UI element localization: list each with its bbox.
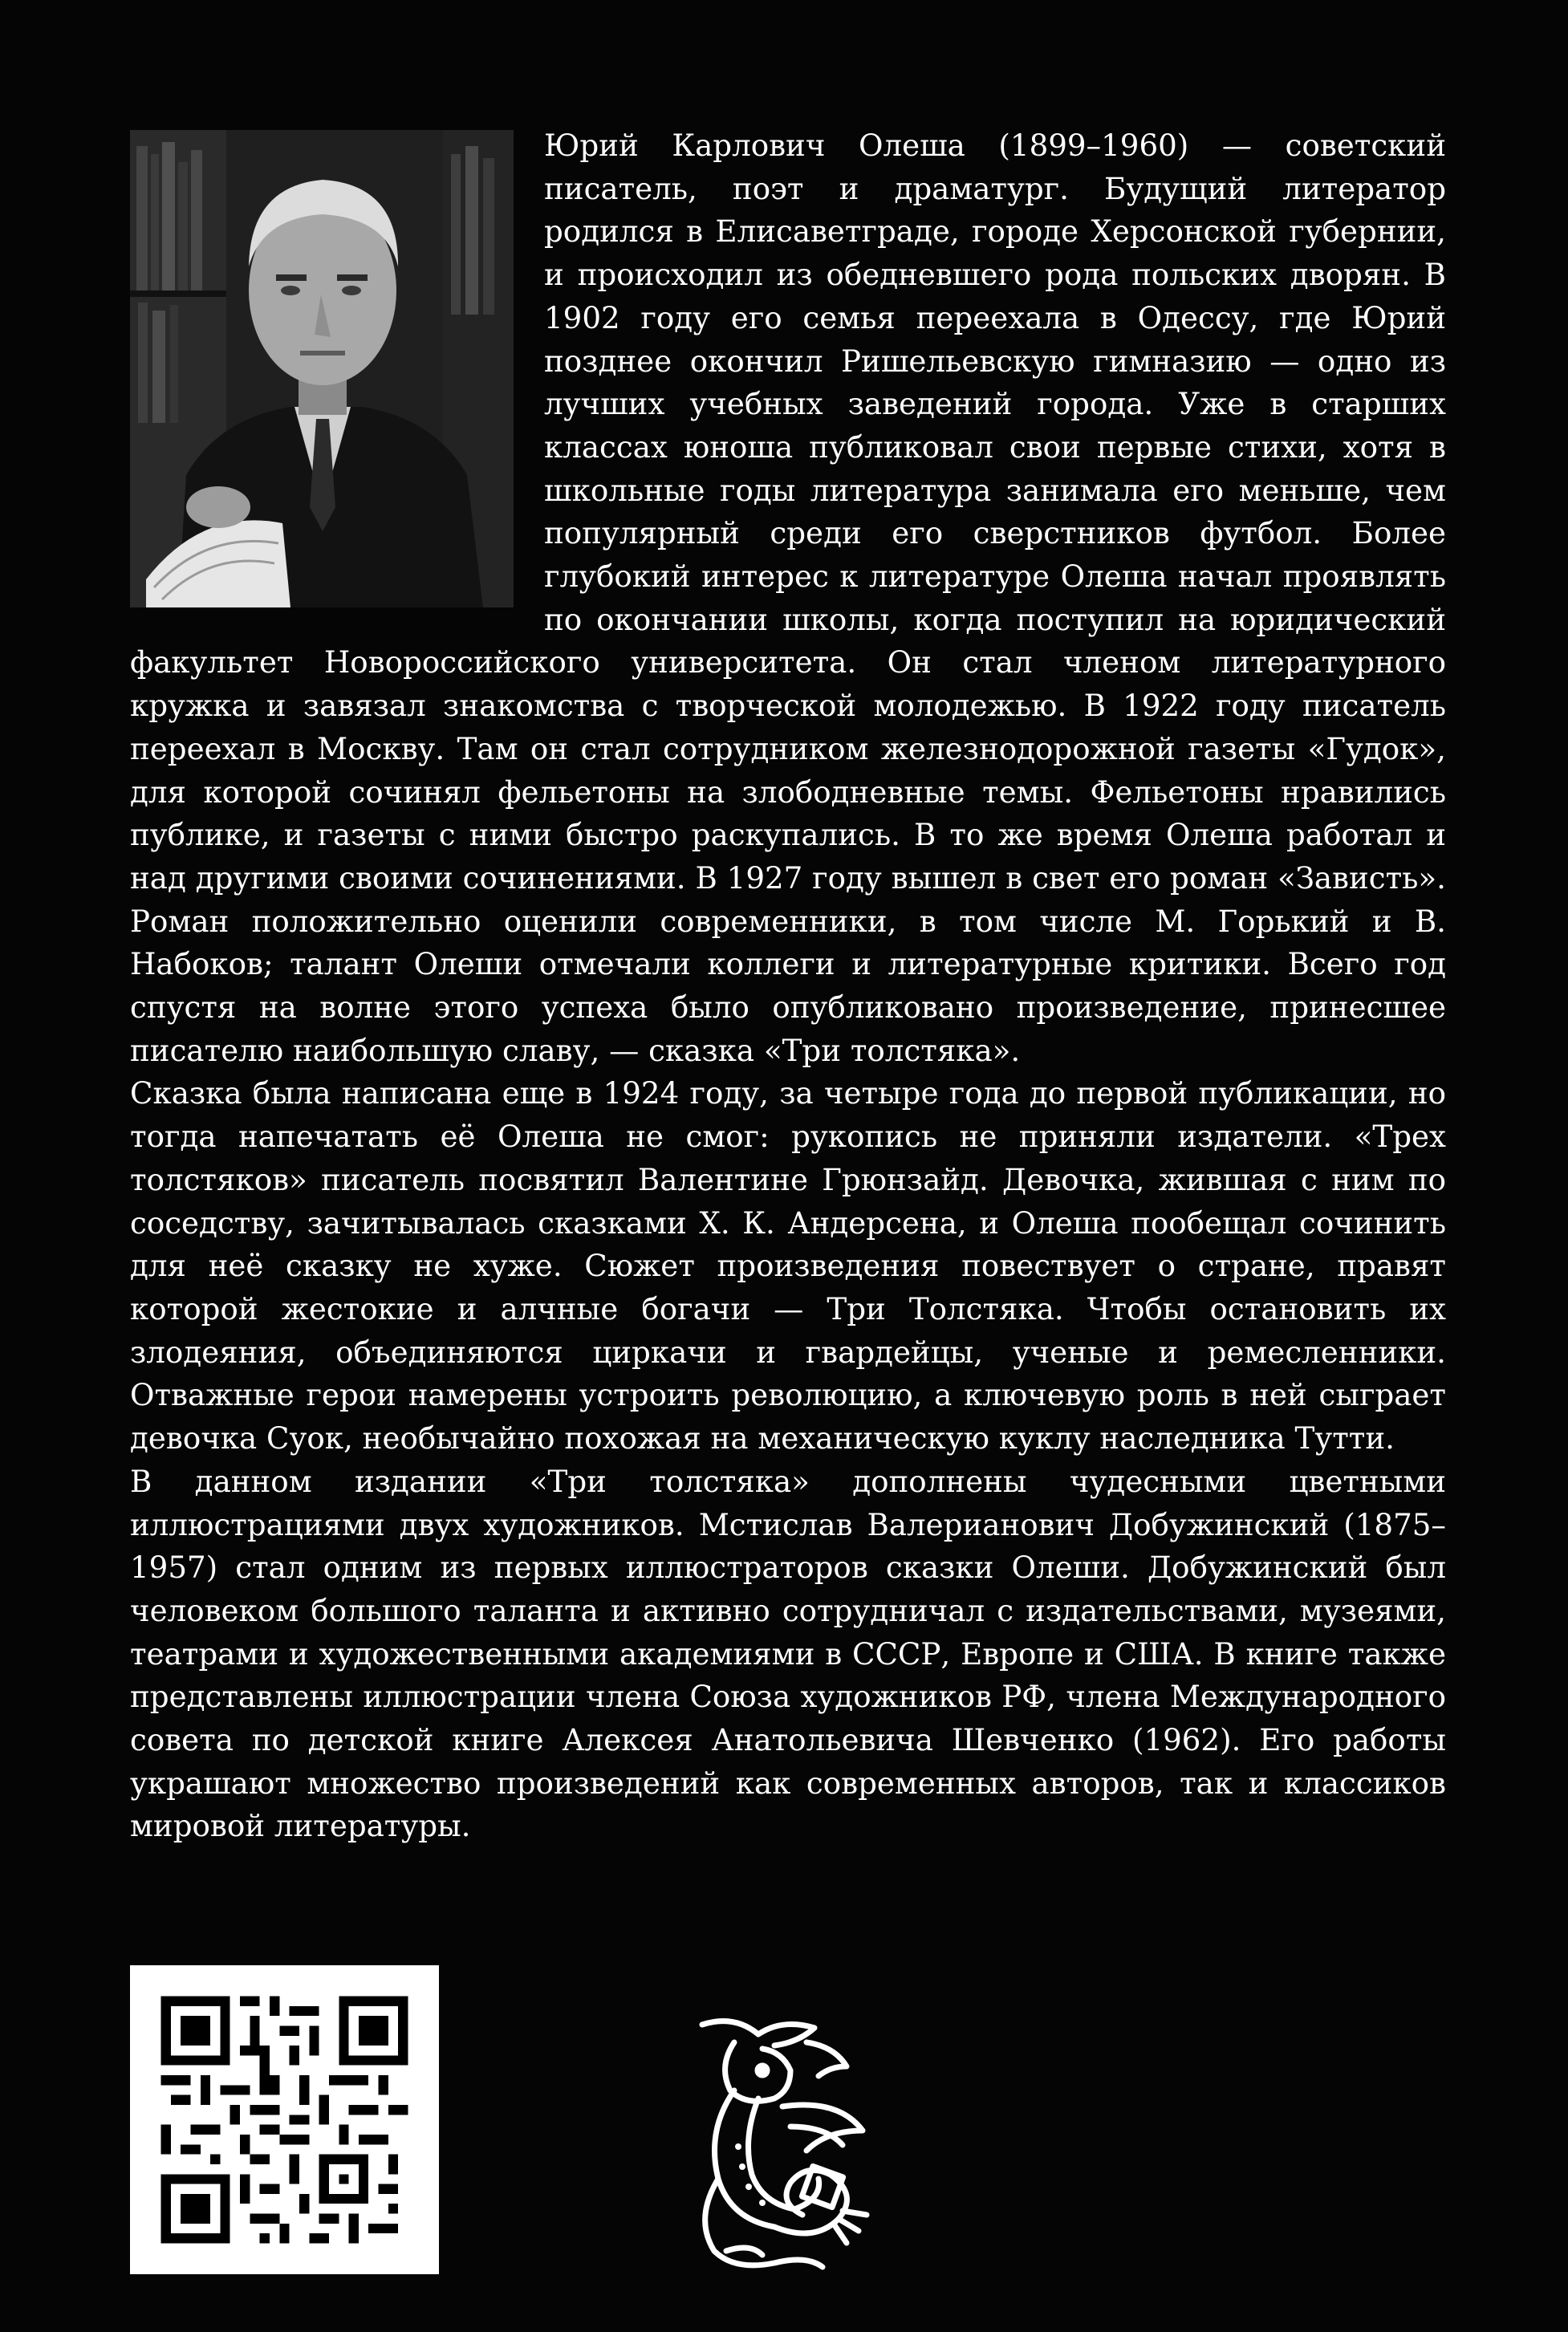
annotation-paragraph-1: Юрий Карлович Олеша (1899–1960) — советский писатель, поэт и драматург. Будущий литератор родился в Елисаветграде, городе Херсонской губернии, и происходил из обедневшего рода польских дворян. В 1902 году его семья переехала в Одессу, где Юрий позднее окончил Ришельевскую гимназию — одно из лучших учебных заведений города. Уже в старших классах юноша публиковал свои первые стихи, хотя в школьные годы литература занимала его меньше, чем популярный среди его сверстников футбол. Более глубокий интерес к литературе Олеша начал проявлять по окончании школы, когда поступил на юридический факультет Новороссийского университета. Он стал членом литературного кружка и завязал знакомства с творческой молодежью. В 1922 году писатель переехал в Москву. Там он стал сотрудником железнодорожной газеты «Гудок», для которой сочинял фельетоны на злободневные темы. Фельетоны нравились публике, и газеты с ними быстро раскупались. В то же время Олеша работал и над другими своими сочинениями. В 1927 году вышел в свет его роман «Зависть». Роман положительно оценили современники, в том числе М. Горький и В. Набоков; талант Олеши отмечали коллеги и литературные критики. Всего год спустя на волне этого успеха было опубликовано произведение, принесшее писателю наибольшую славу, — сказка «Три толстяка».: [130, 128, 1446, 1068]
portrait-spacer: [130, 129, 514, 607]
qr-code: [130, 1965, 439, 2274]
annotation-paragraph-3: В данном издании «Три толстяка» дополнены чудесными цветными иллюстрациями двух художников. Мстислав Валерианович Добужинский (1875–1957) стал одним из первых иллюстраторов сказки Олеши. Добужинский был человеком большого таланта и активно сотрудничал с издательствами, музеями, театрами и художественными академиями в СССР, Европе и США. В книге также представлены иллюстрации члена Союза художников РФ, члена Международного совета по детской книге Алексея Анатольевича Шевченко (1962). Его работы украшают множество произведений как современных авторов, так и классиков мировой литературы.: [130, 1463, 1446, 1844]
qr-code-icon: [130, 1965, 439, 2274]
dragon-publisher-logo-icon: [686, 2010, 887, 2275]
annotation-text: [130, 124, 1446, 1848]
annotation-paragraph-2: Сказка была написана еще в 1924 году, за четыре года до первой публикации, но тогда напечатать её Олеша не смог: рукопись не приняли издатели. «Трех толстяков» писатель посвятил Валентине Грюнзайд. Девочка, жившая с ним по соседству, зачитывалась сказками Х. К. Андерсена, и Олеша пообещал сочинить для неё сказку не хуже. Сюжет произведения повествует о стране, правят которой жестокие и алчные богачи — Три Толстяка. Чтобы остановить их злодеяния, объединяются циркачи и гвардейцы, ученые и ремесленники. Отважные герои намерены устроить революцию, а ключевую роль в ней сыграет девочка Суок, необычайно похожая на механическую куклу наследника Тутти.: [130, 1075, 1446, 1456]
publisher-logo: [686, 2010, 887, 2275]
